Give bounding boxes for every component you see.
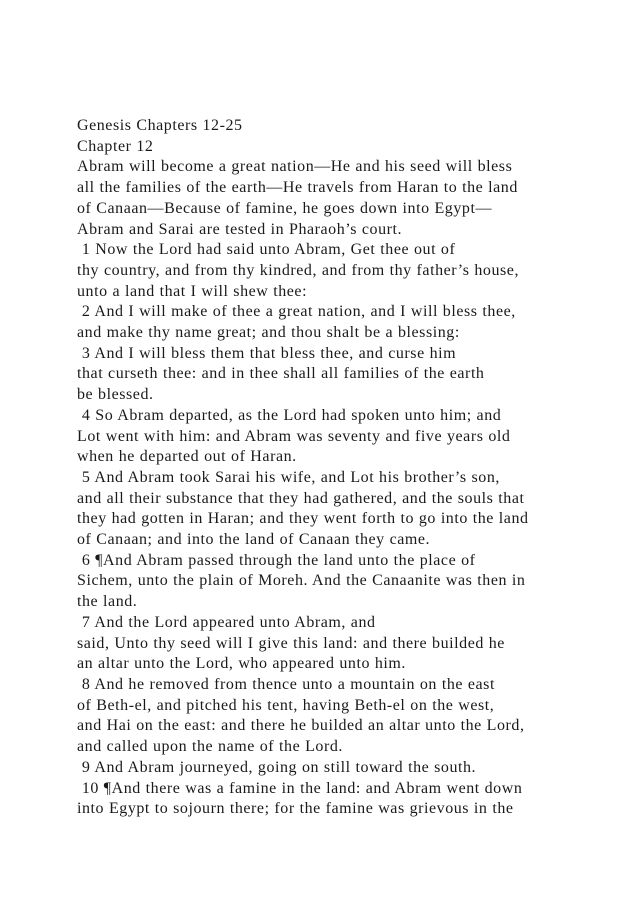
verse-line: of Beth-el, and pitched his tent, having Beth-el on the west, [77, 696, 495, 714]
chapter-summary-line: Abram and Sarai are tested in Pharaoh’s court. [77, 220, 403, 238]
verse-line: be blessed. [77, 386, 154, 404]
verse-line: said, Unto thy seed will I give this land: and there builded he [77, 634, 505, 652]
verse-line: 5 And Abram took Sarai his wife, and Lot his brother’s son, [77, 468, 500, 486]
verse-line: 4 So Abram departed, as the Lord had spoken unto him; and [77, 406, 502, 424]
verse-line: unto a land that I will shew thee: [77, 282, 308, 300]
chapter-heading: Chapter 12 [77, 137, 154, 155]
verse-line: when he departed out of Haran. [77, 448, 297, 466]
verse-line: Lot went with him: and Abram was seventy and five years old [77, 427, 511, 445]
verse-line: of Canaan; and into the land of Canaan they came. [77, 531, 431, 549]
verse-line: thy country, and from thy kindred, and from thy father’s house, [77, 261, 520, 279]
verse-line: 6 ¶And Abram passed through the land unto the place of [77, 551, 476, 569]
verse-line: 7 And the Lord appeared unto Abram, and [77, 613, 376, 631]
verse-line: the land. [77, 593, 138, 611]
document-text [77, 116, 597, 820]
verse-line: 1 Now the Lord had said unto Abram, Get thee out of [77, 241, 456, 259]
chapter-summary-line: all the families of the earth—He travels from Haran to the land [77, 179, 518, 197]
verse-line: and called upon the name of the Lord. [77, 738, 343, 756]
document-title: Genesis Chapters 12-25 [77, 117, 243, 134]
chapter-summary-line: Abram will become a great nation—He and his seed will bless [77, 158, 513, 176]
verse-line: and all their substance that they had gathered, and the souls that [77, 489, 525, 507]
verse-line: 9 And Abram journeyed, going on still toward the south. [77, 758, 477, 776]
chapter-summary-line: of Canaan—Because of famine, he goes down into Egypt— [77, 199, 493, 217]
verse-line: and Hai on the east: and there he builded an altar unto the Lord, [77, 717, 525, 735]
verse-line: 10 ¶And there was a famine in the land: and Abram went down [77, 779, 523, 797]
verse-line: 2 And I will make of thee a great nation, and I will bless thee, [77, 303, 516, 321]
verse-line: they had gotten in Haran; and they went forth to go into the land [77, 510, 529, 528]
verse-line: 8 And he removed from thence unto a mountain on the east [77, 675, 495, 693]
verse-line: into Egypt to sojourn there; for the famine was grievous in the [77, 800, 514, 818]
verse-line: and make thy name great; and thou shalt be a blessing: [77, 324, 460, 342]
verse-line: that curseth thee: and in thee shall all families of the earth [77, 365, 485, 383]
verse-line: 3 And I will bless them that bless thee, and curse him [77, 344, 457, 362]
verse-line: an altar unto the Lord, who appeared unto him. [77, 655, 406, 673]
verse-line: Sichem, unto the plain of Moreh. And the Canaanite was then in [77, 572, 526, 590]
